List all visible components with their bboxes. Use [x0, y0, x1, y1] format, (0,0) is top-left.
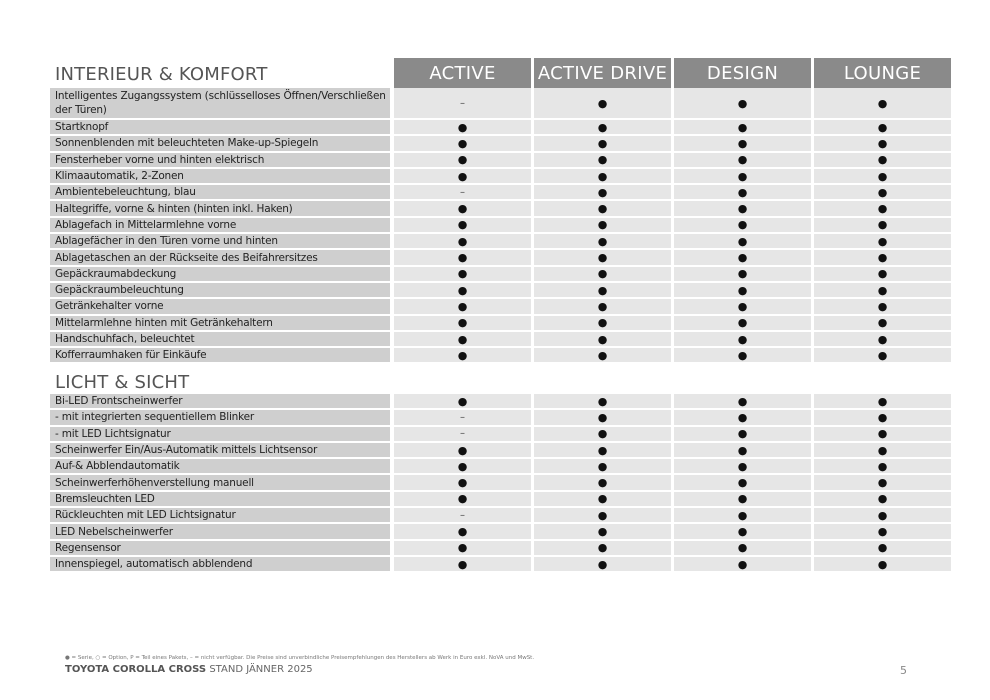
availability-cell: ●	[814, 267, 951, 281]
availability-cell: ●	[534, 120, 671, 134]
availability-cell: ●	[534, 201, 671, 215]
availability-cell: ●	[674, 394, 811, 408]
availability-cell: ●	[814, 524, 951, 538]
availability-cell: ●	[394, 283, 531, 297]
availability-cell: ●	[394, 218, 531, 232]
availability-cell: ●	[674, 201, 811, 215]
availability-cell: ●	[534, 169, 671, 183]
availability-cell: ●	[674, 508, 811, 522]
availability-cell: ●	[394, 443, 531, 457]
availability-cell: ●	[814, 475, 951, 489]
availability-cell: ●	[394, 459, 531, 473]
availability-cell: –	[394, 410, 531, 424]
feature-label: Bremsleuchten LED	[50, 492, 390, 506]
column-header-design: DESIGN	[674, 58, 811, 88]
availability-cell: ●	[394, 250, 531, 264]
availability-cell: ●	[674, 153, 811, 167]
availability-cell: ●	[394, 299, 531, 313]
availability-cell: ●	[394, 153, 531, 167]
availability-cell: ●	[814, 394, 951, 408]
availability-cell: ●	[394, 169, 531, 183]
availability-cell: ●	[394, 332, 531, 346]
availability-cell: ●	[814, 185, 951, 199]
feature-label: Ambientebeleuchtung, blau	[50, 185, 390, 199]
column-header-lounge: LOUNGE	[814, 58, 951, 88]
availability-cell: ●	[674, 218, 811, 232]
availability-cell: ●	[394, 524, 531, 538]
feature-label: - mit integrierten sequentiellem Blinker	[50, 410, 390, 424]
feature-label: Haltegriffe, vorne & hinten (hinten inkl. Haken)	[50, 201, 390, 215]
section-title-interieur: INTERIEUR & KOMFORT	[55, 64, 268, 85]
availability-cell: ●	[394, 136, 531, 150]
availability-cell: ●	[534, 459, 671, 473]
feature-label: Getränkehalter vorne	[50, 299, 390, 313]
footer-brand: TOYOTA COROLLA CROSS	[65, 664, 207, 675]
availability-cell: ●	[534, 541, 671, 555]
availability-cell: ●	[674, 234, 811, 248]
availability-cell: ●	[534, 427, 671, 441]
availability-cell: ●	[394, 557, 531, 571]
column-header-active: ACTIVE	[394, 58, 531, 88]
availability-cell: –	[394, 427, 531, 441]
availability-cell: ●	[674, 443, 811, 457]
availability-cell: ●	[674, 120, 811, 134]
availability-cell: ●	[674, 283, 811, 297]
availability-cell: ●	[534, 475, 671, 489]
availability-cell: ●	[394, 475, 531, 489]
availability-cell: ●	[814, 201, 951, 215]
availability-cell: ●	[394, 541, 531, 555]
section-title-licht: LICHT & SICHT	[55, 372, 190, 393]
availability-cell: ●	[674, 459, 811, 473]
feature-label: Regensensor	[50, 541, 390, 555]
availability-cell: ●	[814, 410, 951, 424]
feature-label: - mit LED Lichtsignatur	[50, 427, 390, 441]
footer-status: STAND JÄNNER 2025	[209, 664, 313, 675]
feature-label: Kofferraumhaken für Einkäufe	[50, 348, 390, 362]
feature-label: Handschuhfach, beleuchtet	[50, 332, 390, 346]
availability-cell: ●	[534, 267, 671, 281]
feature-label: Klimaautomatik, 2-Zonen	[50, 169, 390, 183]
availability-cell: ●	[674, 169, 811, 183]
availability-cell: ●	[534, 250, 671, 264]
availability-cell: ●	[394, 394, 531, 408]
availability-cell: ●	[394, 267, 531, 281]
availability-cell: –	[394, 185, 531, 199]
column-header-active-drive: ACTIVE DRIVE	[534, 58, 671, 88]
feature-label: Startknopf	[50, 120, 390, 134]
availability-cell: ●	[814, 120, 951, 134]
feature-label: Gepäckraumabdeckung	[50, 267, 390, 281]
availability-cell: ●	[534, 557, 671, 571]
feature-label: Bi-LED Frontscheinwerfer	[50, 394, 390, 408]
availability-cell: ●	[534, 283, 671, 297]
availability-cell: ●	[814, 218, 951, 232]
availability-cell: ●	[814, 136, 951, 150]
availability-cell: ●	[534, 234, 671, 248]
availability-cell: ●	[534, 443, 671, 457]
availability-cell: ●	[674, 299, 811, 313]
feature-label: Rückleuchten mit LED Lichtsignatur	[50, 508, 390, 522]
feature-label: Auf-& Abblendautomatik	[50, 459, 390, 473]
availability-cell: ●	[534, 332, 671, 346]
availability-cell: ●	[674, 348, 811, 362]
availability-cell: ●	[674, 332, 811, 346]
availability-cell: ●	[674, 492, 811, 506]
feature-label: Ablagefächer in den Türen vorne und hinten	[50, 234, 390, 248]
availability-cell: –	[394, 88, 531, 118]
availability-cell: ●	[674, 427, 811, 441]
availability-cell: ●	[814, 283, 951, 297]
availability-cell: ●	[674, 524, 811, 538]
availability-cell: ●	[674, 267, 811, 281]
availability-cell: ●	[534, 492, 671, 506]
feature-label: LED Nebelscheinwerfer	[50, 524, 390, 538]
availability-cell: ●	[394, 492, 531, 506]
footnote: ● = Serie, ○ = Option, P = Teil eines Pakets, – = nicht verfügbar. Die Preise sind unverbindliche Preisempfehlungen des Herstellers ab Werk in Euro exkl. NoVA und MwSt.	[65, 655, 535, 661]
feature-label: Ablagetaschen an der Rückseite des Beifahrersitzes	[50, 250, 390, 264]
availability-cell: ●	[674, 136, 811, 150]
page-number: 5	[900, 664, 907, 677]
availability-cell: ●	[394, 316, 531, 330]
availability-cell: ●	[674, 541, 811, 555]
availability-cell: ●	[814, 234, 951, 248]
availability-cell: ●	[534, 218, 671, 232]
availability-cell: ●	[534, 299, 671, 313]
availability-cell: ●	[674, 410, 811, 424]
availability-cell: ●	[674, 88, 811, 118]
feature-label: Sonnenblenden mit beleuchteten Make-up-Spiegeln	[50, 136, 390, 150]
availability-cell: ●	[814, 427, 951, 441]
feature-label: Mittelarmlehne hinten mit Getränkehaltern	[50, 316, 390, 330]
availability-cell: ●	[814, 250, 951, 264]
feature-label: Ablagefach in Mittelarmlehne vorne	[50, 218, 390, 232]
availability-cell: ●	[674, 316, 811, 330]
availability-cell: ●	[814, 541, 951, 555]
feature-label: Scheinwerferhöhenverstellung manuell	[50, 475, 390, 489]
availability-cell: ●	[534, 508, 671, 522]
availability-cell: ●	[534, 410, 671, 424]
availability-cell: –	[394, 508, 531, 522]
availability-cell: ●	[534, 88, 671, 118]
availability-cell: ●	[674, 185, 811, 199]
availability-cell: ●	[394, 120, 531, 134]
availability-cell: ●	[534, 524, 671, 538]
availability-cell: ●	[814, 169, 951, 183]
availability-cell: ●	[534, 136, 671, 150]
availability-cell: ●	[674, 475, 811, 489]
feature-label: Intelligentes Zugangssystem (schlüsselloses Öffnen/Verschließen der Türen)	[50, 88, 390, 118]
availability-cell: ●	[814, 332, 951, 346]
availability-cell: ●	[814, 348, 951, 362]
feature-label: Scheinwerfer Ein/Aus-Automatik mittels Lichtsensor	[50, 443, 390, 457]
availability-cell: ●	[674, 250, 811, 264]
availability-cell: ●	[394, 234, 531, 248]
availability-cell: ●	[814, 508, 951, 522]
feature-label: Gepäckraumbeleuchtung	[50, 283, 390, 297]
feature-label: Fensterheber vorne und hinten elektrisch	[50, 153, 390, 167]
availability-cell: ●	[814, 459, 951, 473]
availability-cell: ●	[814, 153, 951, 167]
availability-cell: ●	[534, 153, 671, 167]
availability-cell: ●	[814, 557, 951, 571]
availability-cell: ●	[814, 443, 951, 457]
availability-cell: ●	[814, 88, 951, 118]
availability-cell: ●	[394, 348, 531, 362]
availability-cell: ●	[814, 316, 951, 330]
availability-cell: ●	[394, 201, 531, 215]
feature-label: Innenspiegel, automatisch abblendend	[50, 557, 390, 571]
availability-cell: ●	[534, 348, 671, 362]
availability-cell: ●	[534, 394, 671, 408]
availability-cell: ●	[674, 557, 811, 571]
availability-cell: ●	[534, 185, 671, 199]
availability-cell: ●	[534, 316, 671, 330]
availability-cell: ●	[814, 492, 951, 506]
footer	[65, 664, 313, 675]
availability-cell: ●	[814, 299, 951, 313]
